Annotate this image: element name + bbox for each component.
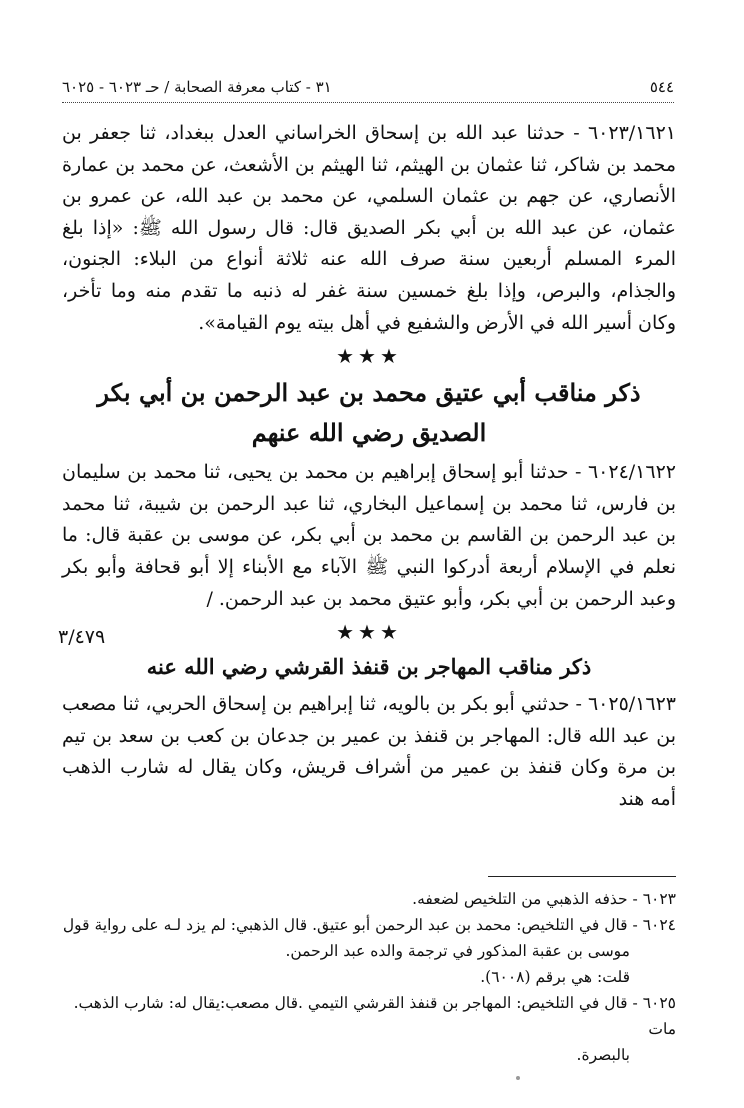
paper-speck — [516, 1076, 520, 1080]
footnote-6024-cont: موسى بن عقبة المذكور في ترجمة والده عبد الرحمن. — [285, 942, 630, 960]
footnote-6024-note: قلت: هي برقم (٦٠٠٨). — [480, 968, 630, 986]
page-number: ٥٤٤ — [649, 78, 674, 96]
chapter-heading-abu-atiq: ذكر مناقب أبي عتيق محمد بن عبد الرحمن بن أبي بكر الصديق رضي الله عنهم — [97, 378, 641, 448]
footnote-6023: ٦٠٢٣ - حذفه الذهبي من التلخيص لضعفه. — [412, 890, 676, 908]
footnote-6025: ٦٠٢٥ - قال في التلخيص: المهاجر بن قنفذ القرشي التيمي .قال مصعب:يقال له: شارب الذهب. مات — [73, 994, 676, 1038]
volume-page-marker: ٣/٤٧٩ — [58, 626, 106, 648]
footnote-separator — [488, 876, 676, 877]
main-text — [62, 118, 676, 816]
hadith-6023: ٦٠٢٣/١٦٢١ - حدثنا عبد الله بن إسحاق الخراساني العدل ببغداد، ثنا جعفر بن محمد بن شاكر، ثنا عثمان بن الهيثم، ثنا الهيثم بن الأشعث، عن محمد بن عمارة الأنصاري، عن جهم بن عثمان السلمي، عن محمد بن عبد الله، عن عمرو بن عثمان، عن عبد الله بن أبي بكر الصديق قال: قال رسول الله ﷺ: «إذا بلغ المرء المسلم أربعين سنة صرف الله عنه ثلاثة أنواع من البلاء: الجنون، والجذام، والبرص، وإذا بلغ خمسين سنة غفر له ذنبه ما تقدم منه وما تأخر، وكان أسير الله في الأرض والشفيع في أهل بيته يوم القيامة». — [62, 122, 676, 334]
section-divider: ★★★ — [336, 344, 402, 369]
running-title: ٣١ - كتاب معرفة الصحابة / حـ ٦٠٢٣ - ٦٠٢٥ — [62, 78, 332, 96]
chapter-heading-muhajir: ذكر مناقب المهاجر بن قنفذ القرشي رضي الله عنه — [146, 654, 592, 680]
footnote-6024: ٦٠٢٤ - قال في التلخيص: محمد بن عبد الرحمن أبو عتيق. قال الذهبي: لم يزد لـه على رواية قول — [62, 916, 676, 934]
footnote-6025-cont: بالبصرة. — [576, 1046, 630, 1064]
section-divider: ★★★ — [336, 620, 402, 645]
hadith-6025: ٦٠٢٥/١٦٢٣ - حدثني أبو بكر بن بالويه، ثنا إبراهيم بن إسحاق الحربي، ثنا مصعب بن عبد الله قال: المهاجر بن قنفذ بن عمير بن جدعان بن كعب بن سعد بن تيم بن مرة وكان قنفذ بن عمير من أشراف قريش، وكان يقال له شارب الذهب أمه هند — [62, 693, 676, 810]
hadith-6024: ٦٠٢٤/١٦٢٢ - حدثنا أبو إسحاق إبراهيم بن محمد بن يحيى، ثنا محمد بن سليمان بن فارس، ثنا محمد بن إسماعيل البخاري، ثنا عبد الرحمن بن شيبة، ثنا محمد بن عبد الرحمن بن القاسم بن محمد بن أبي بكر، عن موسى بن عقبة قال: ما نعلم في الإسلام أربعة أدركوا النبي ﷺ الآباء مع الأبناء إلا أبو قحافة وأبو بكر وعبد الرحمن بن أبي بكر، وأبو عتيق محمد بن عبد الرحمن. / — [62, 461, 676, 610]
page-header — [62, 76, 674, 103]
footnotes — [62, 886, 676, 1068]
